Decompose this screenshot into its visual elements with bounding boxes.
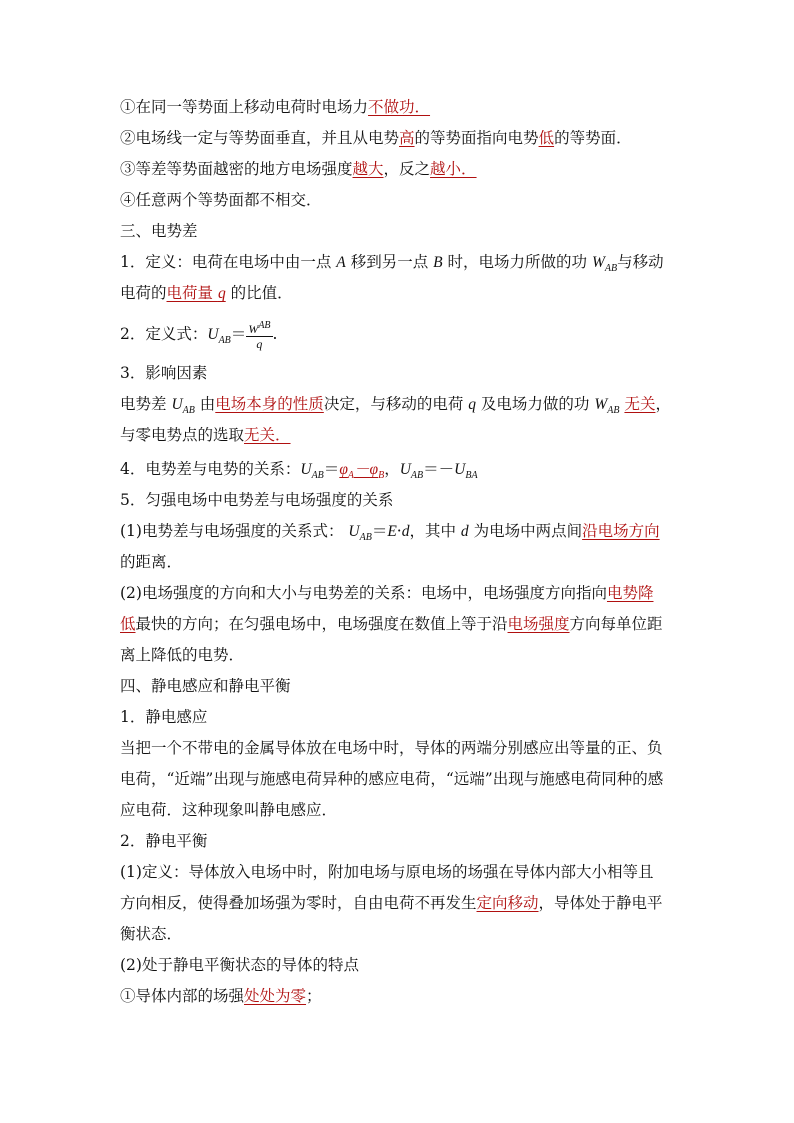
text-line: 电势差 $U_{AB}$ 由电场本身的性质决定，与移动的电荷 q 及电场力做的功 $W_{AB}$ 无关， <box>120 395 671 417</box>
answer-blank: 无关． <box>244 426 291 444</box>
answer-blank: 电场本身的性质 <box>215 395 324 413</box>
answer-blank: 处处为零 <box>244 987 307 1005</box>
text-line: ①导体内部的场强处处为零； <box>120 987 322 1005</box>
answer-blank: 无关 <box>624 395 656 413</box>
answer-blank: 越大 <box>352 160 384 178</box>
formula-line: 2．定义式：$U_{AB}=$ $\frac{W^{AB}}{q}$ . <box>120 320 278 351</box>
text-line: (1)定义：导体放入电场中时，附加电场与原电场的场强在导体内部大小相等且 <box>120 863 654 881</box>
fraction: $\frac{W^{AB}}{q}$ <box>248 320 271 351</box>
text-line: (1)电势差与电场强度的关系式： $U_{AB}=E\cdot d$，其中 d 为电场中两点间沿电场方向 <box>120 522 660 544</box>
text-line: 衡状态． <box>120 925 183 943</box>
answer-blank: $\varphi_A-\varphi_B$ <box>339 461 385 482</box>
text-line: ④任意两个等势面都不相交． <box>120 191 322 209</box>
text-line: 2．静电平衡 <box>120 832 208 850</box>
text-line: (2)处于静电平衡状态的导体的特点 <box>120 956 359 974</box>
text-line: ①在同一等势面上移动电荷时电场力不做功． <box>120 98 431 116</box>
section-heading: 三、电势差 <box>120 222 198 240</box>
text-line: 方向相反，使得叠加场强为零时，自由电荷不再发生定向移动，导体处于静电平 <box>120 894 663 912</box>
text-line: 3．影响因素 <box>120 364 208 382</box>
text-line: 与零电势点的选取无关． <box>120 426 291 444</box>
answer-blank: 电势降 <box>606 584 654 602</box>
answer-blank: 不做功． <box>368 98 431 116</box>
text-line: ③等差等势面越密的地方电场强度越大，反之越小． <box>120 160 477 178</box>
text-line: 4．电势差与电势的关系：$U_{AB}=\varphi_A-\varphi_B$，$U_{AB}=-U_{BA}$ <box>120 460 478 482</box>
text-line: (2)电场强度的方向和大小与电势差的关系：电场中，电场强度方向指向电势降 <box>120 584 654 602</box>
answer-blank: 电场强度 <box>507 615 570 633</box>
text-line: 1．定义：电荷在电场中由一点 A 移到另一点 B 时，电场力所做的功 $W_{AB}$与移动 <box>120 253 664 275</box>
text-line: 电荷的电荷量 q 的比值． <box>120 284 293 302</box>
answer-blank: 高 <box>399 129 415 147</box>
text-line: ②电场线一定与等势面垂直，并且从电势高的等势面指向电势低的等势面． <box>120 129 632 147</box>
text-line: 的距离． <box>120 553 183 571</box>
answer-blank: 沿电场方向 <box>582 522 660 540</box>
text-line: 应电荷．这种现象叫静电感应． <box>120 801 338 819</box>
answer-blank: 低 <box>538 129 555 147</box>
answer-blank: 越小． <box>430 160 477 178</box>
answer-blank: 低 <box>120 615 136 633</box>
answer-blank: 定向移动 <box>476 894 539 912</box>
text-line: 离上降低的电势． <box>120 646 245 664</box>
text-line: 电荷，“近端”出现与施感电荷异种的感应电荷，“远端”出现与施感电荷同种的感 <box>120 770 664 788</box>
text-line: 5．匀强电场中电势差与电场强度的关系 <box>120 491 394 509</box>
section-heading: 四、静电感应和静电平衡 <box>120 677 291 695</box>
text-line: 低最快的方向；在匀强电场中，电场强度在数值上等于沿电场强度方向每单位距 <box>120 615 663 633</box>
answer-blank: 电荷量 q <box>166 284 226 302</box>
text-line: 1．静电感应 <box>120 708 208 726</box>
text-line: 当把一个不带电的金属导体放在电场中时，导体的两端分别感应出等量的正、负 <box>120 739 663 757</box>
